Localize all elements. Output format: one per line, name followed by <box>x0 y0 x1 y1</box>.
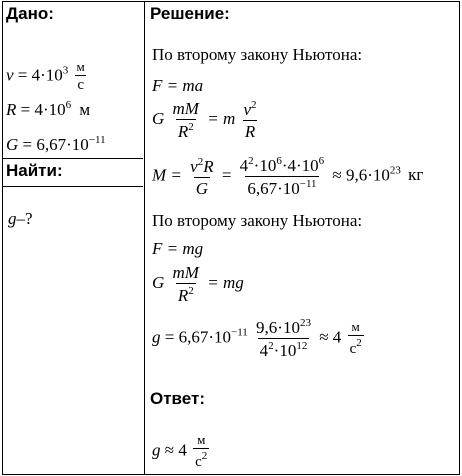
equation-newton-1: F = ma <box>152 76 204 95</box>
find-g: g–? <box>8 209 33 228</box>
equation-gravity-equals-centripetal: G $\frac{mM}{R^2}$ = m $\frac{v^2}{R}$ <box>152 99 257 141</box>
given-velocity: $v = 4\cdot 10^3$ $\frac{м}{с}$ <box>6 59 85 93</box>
column-divider <box>144 2 145 474</box>
equation-mass: M = $\frac{v^2R}{G}$ = $\frac{4^2\cdot 10^6\cdot 4\cdot 10^6}{6,67\cdot 10^{-11}}$ ≈ $9,6\cdot 10^{23}$ кг <box>152 155 424 198</box>
find-heading: Найти: <box>6 161 63 180</box>
solution-heading: Решение: <box>150 4 230 23</box>
given-gravitational-constant: $G = 6,67\cdot 10^{-11}$ <box>6 134 106 154</box>
given-heading: Дано: <box>6 4 54 23</box>
law-text-1: По второму закону Ньютона: <box>152 45 363 64</box>
answer-value: g ≈ 4 $\frac{м}{с^2}$ <box>152 432 208 470</box>
law-text-2: По второму закону Ньютона: <box>152 211 363 230</box>
velocity-unit: $\frac{м}{с}$ <box>76 59 85 93</box>
answer-heading: Ответ: <box>150 389 205 408</box>
find-divider <box>3 186 143 187</box>
equation-newton-2: F = mg <box>152 239 204 258</box>
given-radius: $R = 4\cdot 10^6$ м <box>6 99 91 119</box>
equation-g-calculation: $g = 6,67\cdot 10^{-11}$ $\frac{9,6\cdot 10^{23}}{4^2\cdot 10^{12}}$ ≈ 4 $\frac{м}{с^2}$ <box>152 317 362 360</box>
equation-gravity-equals-weight: G $\frac{mM}{R^2}$ = mg <box>152 263 244 305</box>
given-divider <box>3 158 143 159</box>
